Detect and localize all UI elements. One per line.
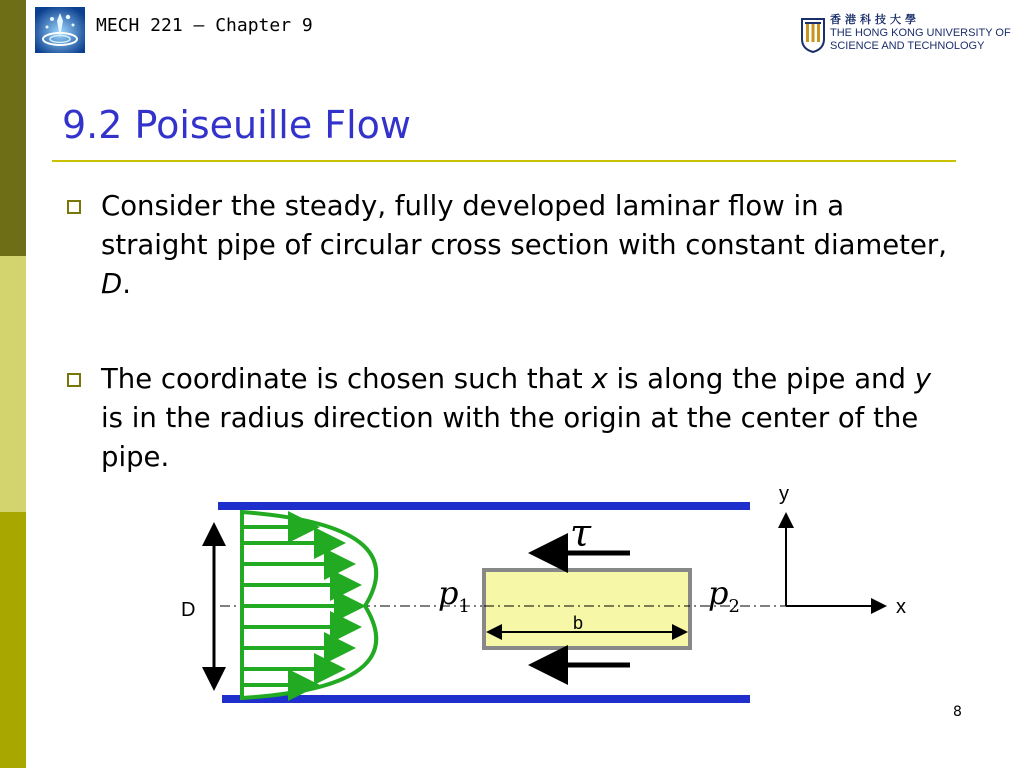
diameter-label: D	[181, 599, 196, 621]
poiseuille-flow-diagram	[180, 470, 940, 720]
pressure-p2-label: $p_2$	[708, 574, 740, 617]
slide-title: 9.2 Poiseuille Flow	[62, 103, 412, 147]
square-bullet-icon	[67, 373, 81, 387]
bullet-1-text-a: Consider the steady, fully developed laminar flow in a straight pipe of circular cross section with constant diameter,	[101, 190, 947, 261]
university-name-cn: 香港科技大學	[830, 14, 920, 26]
pressure-p1-label: $p_1$	[438, 574, 470, 617]
side-bar-bottom	[0, 512, 26, 768]
water-splash-logo-icon	[35, 7, 85, 53]
university-name	[830, 14, 1011, 53]
course-label: MECH 221 – Chapter 9	[96, 15, 313, 36]
pipe-wall-top	[218, 502, 750, 510]
bullet-text-2	[101, 360, 947, 477]
bullet-2-text-c: is in the radius direction with the origin at the center of the pipe.	[101, 402, 919, 473]
university-name-en-line2: SCIENCE AND TECHNOLOGY	[830, 40, 985, 52]
bullet-item-2	[67, 360, 947, 477]
fluid-element	[484, 570, 690, 648]
bullet-1-var-d: D	[101, 268, 123, 300]
bullet-2-var-x: x	[591, 363, 608, 395]
bullet-1-text-b: .	[122, 268, 131, 300]
bullet-2-text-b: is along the pipe and	[607, 363, 915, 395]
side-bar-top	[0, 0, 26, 256]
y-axis-label: y	[779, 483, 789, 505]
pipe-wall-bottom	[222, 695, 750, 703]
bullet-item-1	[67, 187, 947, 304]
length-b-label: b	[573, 613, 584, 633]
title-divider	[52, 160, 956, 162]
side-bar	[0, 0, 26, 768]
velocity-profile	[242, 512, 376, 698]
square-bullet-icon	[67, 200, 81, 214]
bullet-text-1	[101, 187, 947, 304]
hkust-crest-icon	[800, 15, 826, 53]
side-bar-middle	[0, 256, 26, 512]
page-number: 8	[953, 704, 962, 720]
bullet-2-var-y: y	[914, 363, 931, 395]
shear-stress-label: τ	[570, 511, 592, 555]
university-name-en-line1: THE HONG KONG UNIVERSITY OF	[830, 27, 1011, 39]
bullet-2-text-a: The coordinate is chosen such that	[101, 363, 592, 395]
x-axis-label: x	[896, 596, 906, 618]
